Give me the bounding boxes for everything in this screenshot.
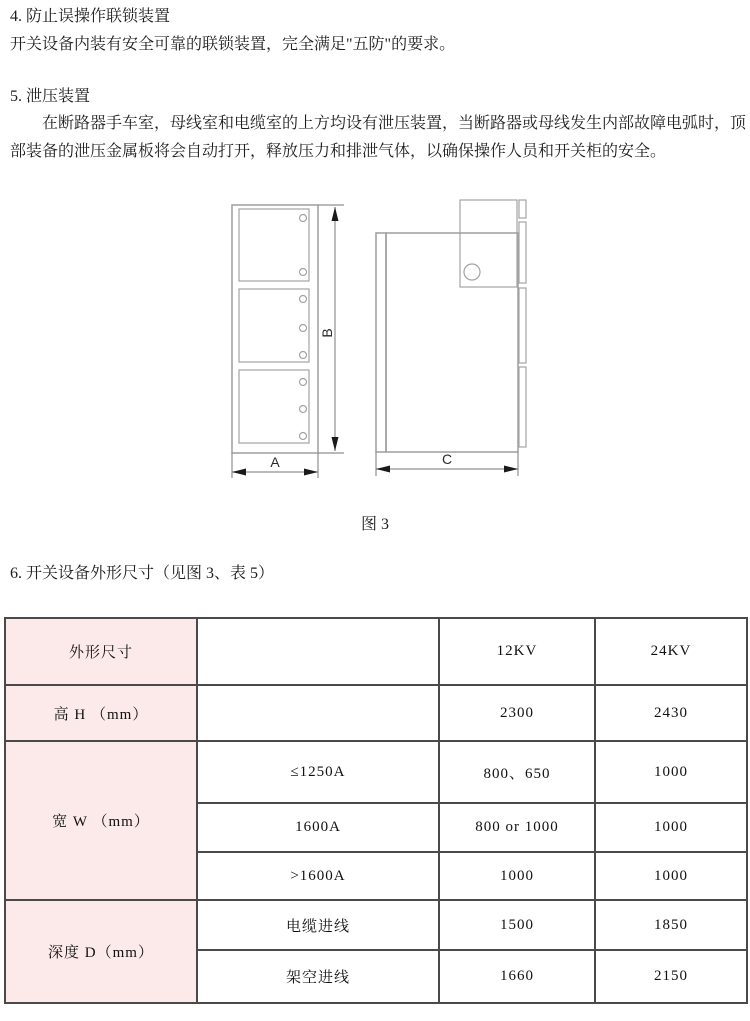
dimension-A-label: A	[270, 454, 280, 470]
section5-paragraph-line2: 部装备的泄压金属板将会自动打开，释放压力和排泄气体，以确保操作人员和开关柜的安全。	[10, 143, 667, 160]
dimension-C-label: C	[441, 451, 453, 467]
cell-12kv-5: 1500	[439, 900, 595, 950]
cell-12kv-1: 2300	[439, 685, 595, 741]
cell-sub-6: 架空进线	[197, 950, 439, 1003]
cell-24kv-4: 1000	[595, 852, 747, 900]
cell-12kv-3: 800 or 1000	[439, 803, 595, 852]
row-label-overall-size: 外形尺寸	[5, 618, 197, 685]
section6-title: 6. 开关设备外形尺寸（见图 3、表 5）	[10, 565, 275, 582]
table-row	[5, 685, 747, 741]
dimension-C	[376, 451, 518, 476]
cell-12kv-4: 1000	[439, 852, 595, 900]
row-label-height-H: 高 H （mm）	[5, 685, 197, 741]
row-label-width-W: 宽 W （mm）	[5, 741, 197, 900]
section4-body: 开关设备内装有安全可靠的联锁装置，完全满足"五防"的要求。	[10, 36, 456, 53]
cell-24kv-2: 1000	[595, 741, 747, 803]
cell-24kv-1: 2430	[595, 685, 747, 741]
dimension-A	[232, 453, 318, 478]
cell-sub-3: 1600A	[197, 803, 439, 852]
cabinet-dimension-diagram	[0, 192, 750, 492]
cell-sub-4: >1600A	[197, 852, 439, 900]
cell-24kv-5: 1850	[595, 900, 747, 950]
section5-paragraph-line1: 在断路器手车室，母线室和电缆室的上方均设有泄压装置，当断路器或母线发生内部故障电弧时，顶	[42, 115, 747, 132]
side-view	[376, 200, 526, 452]
dimensions-table	[4, 617, 748, 1004]
figure-caption: 图 3	[360, 516, 389, 533]
cell-24kv-6: 2150	[595, 950, 747, 1003]
cell-sub-5: 电缆进线	[197, 900, 439, 950]
cell-24kv-0: 24KV	[595, 618, 747, 685]
section5-title: 5. 泄压装置	[10, 88, 91, 105]
section4-title: 4. 防止误操作联锁装置	[10, 8, 171, 25]
table-row	[5, 741, 747, 803]
cell-12kv-2: 800、650	[439, 741, 595, 803]
dimension-B-label: B	[319, 328, 335, 338]
cell-12kv-0: 12KV	[439, 618, 595, 685]
dimension-B	[318, 205, 344, 453]
row-label-depth-D: 深度 D（mm）	[5, 900, 197, 1003]
cell-sub-0	[197, 618, 439, 685]
cell-sub-2: ≤1250A	[197, 741, 439, 803]
cell-12kv-6: 1660	[439, 950, 595, 1003]
table-row	[5, 618, 747, 685]
front-view	[232, 205, 318, 453]
table-row	[5, 900, 747, 950]
cell-sub-1	[197, 685, 439, 741]
cell-24kv-3: 1000	[595, 803, 747, 852]
